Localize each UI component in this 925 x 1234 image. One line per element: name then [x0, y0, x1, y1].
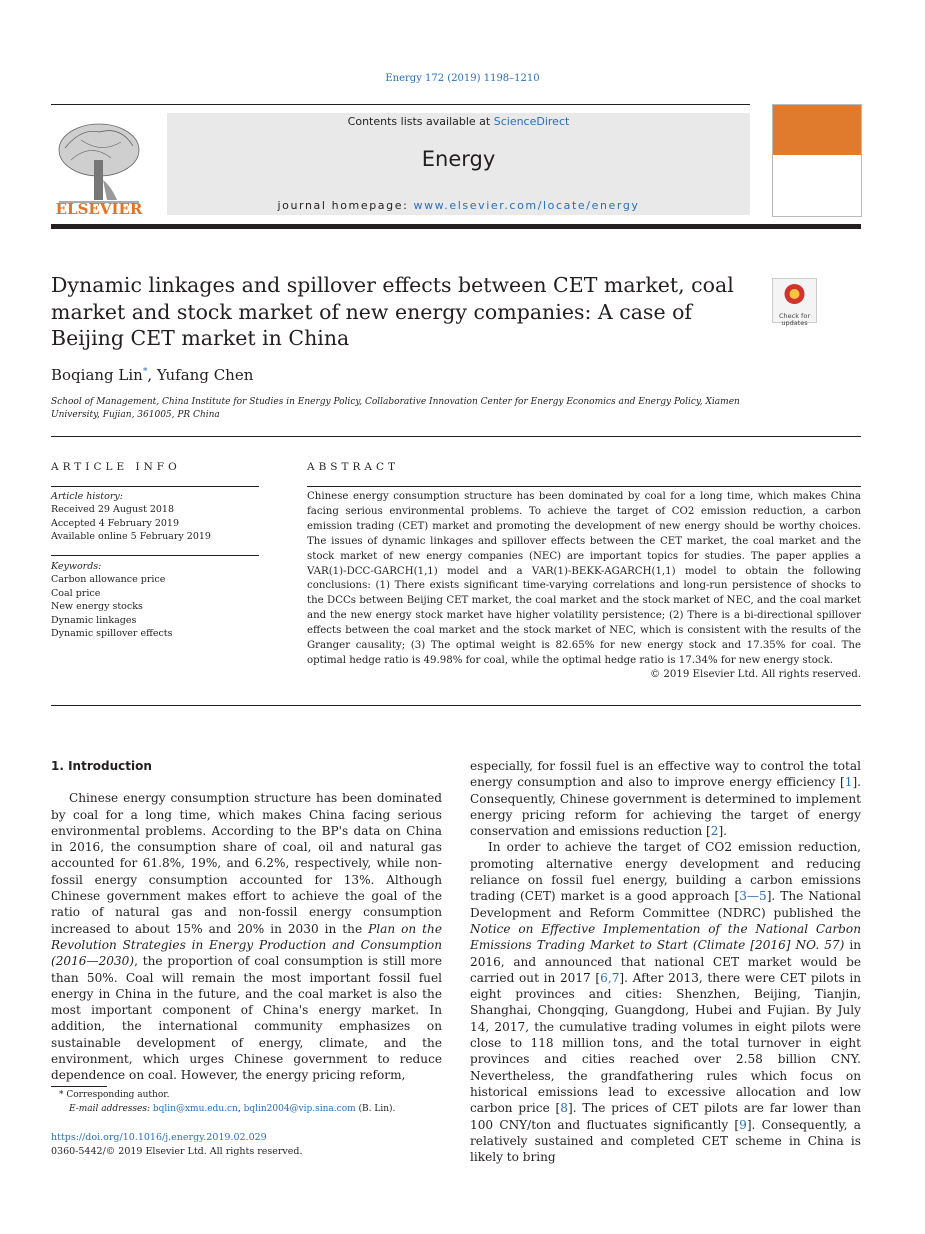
text-run: ]. After 2013, there were CET pilots in eight provinces and cities: Shenzhen, Beijing, Tianjin, Shanghai, Chongqing, Guangdong, Hubei and Fujian. By July 14, 2017, the cumulative trading volumes in eight pilots were close to 118 million tons, and the total turnover in eight provinces and cities reached over 2.58 billion CNY. Nevertheless, the grandfathering rules which focus on historical emissions lead to excessive allocation and low carbon price [: [470, 970, 861, 1116]
crossmark-icon: [773, 279, 816, 309]
journal-cover-thumbnail[interactable]: [772, 104, 862, 217]
crossmark-label: Check for updates: [779, 312, 810, 327]
abstract-heading: ABSTRACT: [307, 461, 400, 473]
check-for-updates-badge[interactable]: [772, 278, 817, 327]
keyword: Coal price: [51, 587, 101, 599]
section-heading: 1. Introduction: [51, 759, 152, 773]
text-run: ]. The National Development and Reform Committee (NDRC) published the: [470, 889, 861, 920]
received-date: Received 29 August 2018: [51, 504, 175, 516]
sciencedirect-link[interactable]: ScienceDirect: [493, 115, 570, 128]
accepted-date: Accepted 4 February 2019: [51, 517, 180, 529]
citation-link[interactable]: 1: [844, 775, 853, 790]
citation-link[interactable]: 2: [710, 824, 719, 839]
text-run: , the proportion of coal consumption is still more than 50%. Coal will remain the most important fossil fuel energy in China in the future, and the coal market is also the most important component of China's energy market. In addition, the international community emphasizes on sustainable development of energy, climate, and the environment, which urges Chinese government to reduce dependence on coal. However, the energy pricing reform,: [51, 954, 442, 1083]
footnote: [51, 1089, 395, 1116]
issn-copyright: 0360-5442/© 2019 Elsevier Ltd. All rights reserved.: [51, 1145, 303, 1157]
elsevier-wordmark: ELSEVIER: [55, 200, 143, 218]
author-name[interactable]: Boqiang Lin: [51, 366, 143, 384]
body-paragraph: [470, 839, 861, 1165]
header-rule: [51, 104, 750, 105]
body-paragraph: [51, 790, 442, 1083]
homepage-line: [167, 199, 750, 212]
doi-link[interactable]: https://doi.org/10.1016/j.energy.2019.02.029: [51, 1132, 267, 1143]
section-rule: [51, 436, 861, 437]
text-run: Chinese energy consumption structure has been dominated by coal for a long time, which makes China facing serious environmental problems. According to the BP's data on China in 2016, the consumption share of coal, oil and natural gas accounted for 61.8%, 19%, and 6.2%, respectively, while non-fossil energy consumption accounted for 13%. Although Chinese government makes effort to achieve the goal of the ratio of natural gas and non-fossil energy consumption increased to about 15% and 20% in 2030 in the: [51, 791, 442, 936]
affiliation: School of Management, China Institute for Studies in Energy Policy, Collaborative Innovation Center for Energy Economics and Energy Policy, Xiamen University, Fujian, 361005, PR China: [51, 397, 740, 420]
body-right-column: [470, 758, 861, 1165]
keywords-list: [51, 560, 173, 640]
cover-image: [773, 105, 861, 155]
homepage-link[interactable]: www.elsevier.com/locate/energy: [413, 199, 640, 212]
journal-banner: [167, 113, 750, 215]
citation-link[interactable]: 3—5: [739, 889, 767, 904]
journal-name: Energy: [421, 147, 496, 171]
footnote-mark: *: [59, 1090, 64, 1100]
abstract-copyright: © 2019 Elsevier Ltd. All rights reserved.: [649, 669, 861, 680]
text-run: especially, for fossil fuel is an effective way to control the total energy consumption and also to improve energy efficiency [: [470, 759, 861, 790]
keywords-label: Keywords:: [51, 561, 102, 572]
keyword: Dynamic spillover effects: [51, 628, 173, 640]
history-label: Article history:: [51, 491, 123, 502]
author-name[interactable]: Yufang Chen: [156, 366, 254, 384]
journal-reference-link[interactable]: Energy 172 (2019) 1198–1210: [385, 73, 540, 84]
keyword: Carbon allowance price: [51, 574, 166, 586]
article-info-rule: [51, 486, 259, 487]
email-link[interactable]: bqlin2004@vip.sina.com: [243, 1103, 356, 1114]
article-info-rule: [51, 555, 259, 556]
article-info-heading: ARTICLE INFO: [51, 461, 181, 473]
body-left-column: [51, 758, 442, 1084]
email-label: E-mail addresses:: [69, 1103, 153, 1114]
corresponding-note: [51, 1089, 395, 1103]
contents-prefix: Contents lists available at: [347, 115, 494, 128]
text-run: ]. The prices of CET pilots are far lower than 100 CNY/ton and fluctuates significantly [: [470, 1101, 861, 1132]
text-run: in 2016, and announced that national CET market would be carried out in 2017 [: [470, 938, 861, 985]
text-run-italic: Notice on Effective Implementation of the National Carbon Emissions Trading Market to Start (Climate [2016] NO. 57): [470, 921, 861, 953]
article-title: Dynamic linkages and spillover effects between CET market, coal market and stock market of new energy companies: A case of Beijing CET market in China: [51, 273, 734, 350]
text-run-italic: Plan on the Revolution Strategies in Energy Production and Consumption (2016—2030): [51, 921, 442, 969]
email-separator: ,: [237, 1103, 244, 1114]
article-history: [51, 490, 211, 543]
doi-block: [51, 1131, 303, 1158]
text-run: ]. Consequently, a relatively sustained and completed CET scheme in China is likely to bring: [470, 1117, 862, 1165]
text-run: ]. Consequently, Chinese government is determined to implement energy pricing reform for achieving the target of energy conservation and emissions reduction [: [470, 775, 861, 839]
author-list: [51, 366, 253, 384]
header-thick-rule: [51, 224, 861, 229]
corresponding-author-mark[interactable]: *: [142, 367, 148, 377]
email-note: [51, 1103, 395, 1117]
abstract-text: Chinese energy consumption structure has been dominated by coal for a long time, which makes China facing serious environmental problems. To achieve the target of CO2 emission reduction, a carbon emission trading (CET) market and promoting the development of new energy should be worthy choices. The issues of dynamic linkages and spillover effects between the CET market, the coal market and the stock market of new energy companies (NEC) are important topics for studies. The paper applies a VAR(1)-DCC-GARCH(1,1) model and a VAR(1)-BEKK-AGARCH(1,1) model to obtain the following conclusions: (1) There exists significant time-varying correlations and long-run persistence of shocks to the DCCs between Beijing CET market, the coal market and the stock market of NEC, and the coal market and the new energy stock market have higher volatility persistence; (2) There is a bi-directional spillover effects between the coal market and the stock market of NEC, which is consistent with the results of the Granger causality; (3) The optimal weight is 82.65% for new energy stock and 17.35% for coal. The optimal hedge ratio is 49.98% for coal, while the optimal hedge ratio is 17.34% for new energy stock.: [307, 491, 861, 666]
email-suffix: (B. Lin).: [355, 1103, 396, 1114]
section-rule: [51, 705, 861, 706]
author-separator: ,: [147, 366, 157, 384]
footnote-text: Corresponding author.: [66, 1090, 170, 1100]
body-paragraph: [470, 758, 861, 839]
citation-link[interactable]: 6,7: [600, 970, 620, 985]
abstract-rule: [307, 486, 861, 487]
homepage-prefix: journal homepage:: [277, 199, 414, 212]
citation-link[interactable]: 9: [739, 1117, 747, 1132]
keyword: New energy stocks: [51, 601, 143, 613]
contents-line: [167, 115, 750, 128]
email-link[interactable]: bqlin@xmu.edu.cn: [152, 1103, 238, 1114]
text-run: ].: [718, 824, 728, 839]
text-run: In order to achieve the target of CO2 emission reduction, promoting alternative energy development and reducing reliance on fossil fuel energy, building a carbon emissions trading (CET) market is a good approach [: [470, 840, 861, 904]
citation-link[interactable]: 8: [560, 1101, 568, 1116]
keyword: Dynamic linkages: [51, 614, 137, 626]
footnote-rule: [51, 1086, 107, 1087]
online-date: Available online 5 February 2019: [51, 530, 211, 542]
